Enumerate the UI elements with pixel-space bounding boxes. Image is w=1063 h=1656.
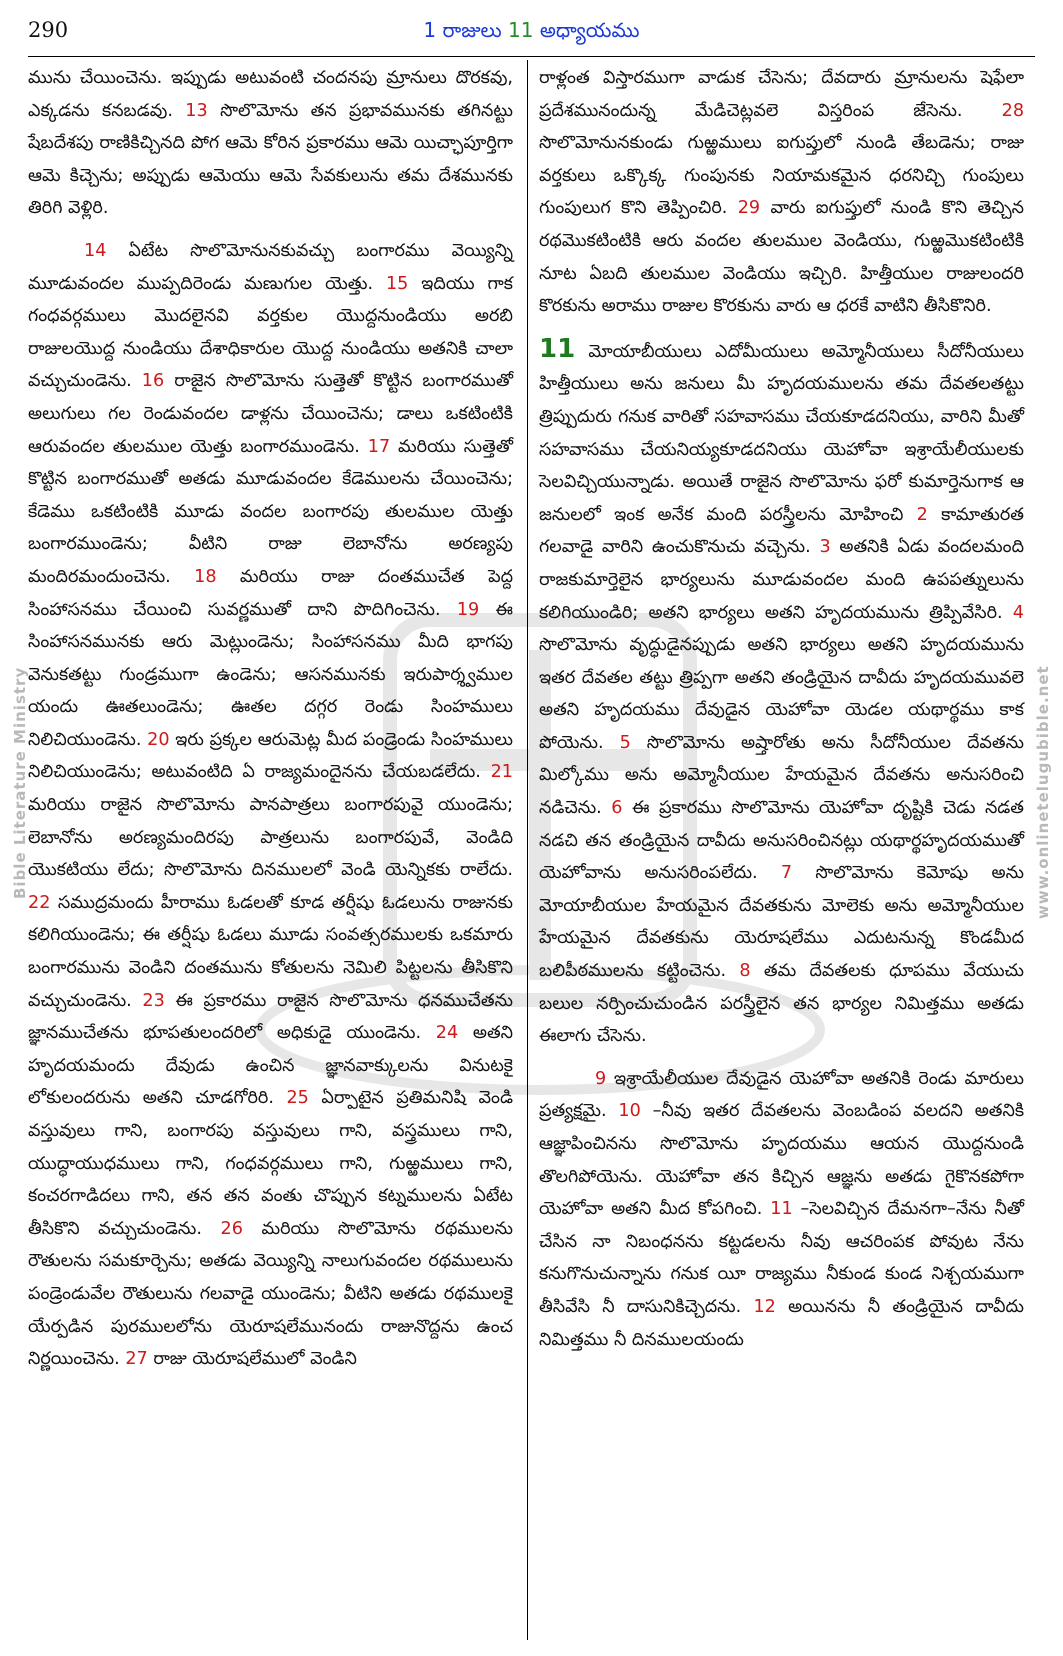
side-watermark-right: www.onlinetelugubible.net bbox=[1034, 665, 1052, 919]
verse-number: 20 bbox=[147, 729, 170, 750]
verse-text: ఏర్పాటైన ప్రతిమనిషి వెండి వస్తువులు గాని, బంగారపు వస్తువులు గాని, వస్త్రములు గాని, యుద్ధాయుధములు గాని, గంధవర్గములు గాని, గుఱ్ఱములు గాని, కంచరగాడిదలు గాని, తన తన వంతు చొప్పున కట్నములను ఏటేట తీసికొని వచ్చుచుండెను. bbox=[28, 1088, 513, 1239]
paragraph bbox=[539, 333, 1024, 1053]
verse-text: సముద్రమందు హీరాము ఓడలతో కూడ తర్షీషు ఓడలును రాజునకు కలిగియుండెను; ఈ తర్షీషు ఓడలు మూడు సంవత్సరములకు ఒకమారు బంగారమును వెండిని దంతమును కోతులను నెమిలి పిట్టలను తీసికొని వచ్చుచుండెను. bbox=[28, 892, 513, 1011]
verse-text: అతనికి ఏడు వందలమంది రాజకుమార్తెలైన భార్యలును మూడువందల మంది ఉపపత్నులును కలిగియుండిరి; అతని భార్యలు అతని హృదయమును త్రిప్పివేసిరి. bbox=[539, 537, 1025, 623]
verse-text: రాజైన సొలొమోను సుత్తెతో కొట్టిన బంగారముతో అలుగులు గల రెండువందల డాళ్లను చేయించెను; డాలు ఒకటింటికి ఆరువందల తులముల యెత్తు బంగారముండెను. bbox=[28, 371, 514, 457]
verse-text: సొలొమోను వృద్ధుడైనప్పుడు అతని భార్యలు అతని హృదయమును ఇతర దేవతల తట్టు త్రిప్పగా అతని తండ్రియైన దావీదు హృదయమువలె అతని హృదయము దేవుడైన యెహోవా యెడల యథార్థము కాక పోయెను. bbox=[539, 635, 1024, 753]
verse-number: 2 bbox=[916, 504, 928, 525]
verse-number: 18 bbox=[194, 566, 217, 587]
verse-text: ఈ సింహాసనమునకు ఆరు మెట్లుండెను; సింహాసనము మీది భాగపు వెనుకతట్టు గుండ్రముగా ఉండెను; ఆసనమునకు ఇరుపార్శ్వముల యందు ఊతలుండెను; ఊతల దగ్గర రెండు సింహములు నిలిచియుండెను. bbox=[28, 599, 513, 750]
verse-number: 25 bbox=[286, 1088, 309, 1109]
verse-text: ఈ ప్రకారము రాజైన సొలొమోను ధనముచేతను జ్ఞానముచేతను భూపతులందరిలో అధికుడై యుండెను. bbox=[28, 990, 514, 1044]
paragraph bbox=[28, 62, 513, 225]
verse-text: వారు ఐగుప్తులో నుండి కొని తెచ్చిన రథమొకటింటికి ఆరు వందల తులముల వెండియు, గుఱ్ఱమొకటింటికి నూట ఏబది తులముల వెండియు ఇచ్చిరి. హిత్తీయుల రాజులందరి కొరకును అరాము రాజుల కొరకును వారు ఆ ధరకే వాటిని తీసికొనిరి. bbox=[539, 198, 1025, 317]
verse-text: అతని హృదయమందు దేవుడు ఉంచిన జ్ఞానవాక్కులను వినుటకై లోకులందరును అతని చూడగోరిరి. bbox=[28, 1023, 514, 1109]
chapter-word: అధ్యాయము bbox=[539, 18, 640, 42]
verse-number: 4 bbox=[1012, 602, 1024, 623]
side-watermark-left: Bible Literature Ministry bbox=[11, 666, 29, 899]
verse-text: మును చేయించెను. ఇప్పుడు అటువంటి చందనపు మ్రానులు దొరకవు, ఎక్కడను కనబడవు. bbox=[28, 68, 513, 121]
verse-number: 8 bbox=[739, 961, 751, 982]
verse-number: 12 bbox=[753, 1296, 776, 1317]
verse-text: మోయాబీయులు ఎదోమీయులు అమ్మోనీయులు సీదోనీయులు హిత్తీయులు అను జనులు మీ హృదయములను తమ దేవతలతట్టు త్రిప్పుదురు గనుక వారితో సహవాసము చేయకూడదనియు, వారిని మీతో సహవాసము చేయనియ్యకూడదనియు యెహోవా ఇశ్రాయేలీయులకు సెలవిచ్చియున్నాడు. అయితే రాజైన సొలొమోను ఫరో కుమార్తెనుగాక ఆ జనులలో ఇంక అనేక మంది పరస్త్రీలను మోహించి bbox=[539, 341, 1025, 525]
verse-text: సొలొమోను తన ప్రభావమునకు తగినట్టు షేబదేశపు రాణికిచ్చినది పోగ ఆమె కోరిన ప్రకారము ఆమె యిచ్ఛాపూర్తిగా ఆమె కిచ్చెను; అప్పుడు ఆమెయు ఆమె సేవకులును తమ దేశమునకు తిరిగి వెళ్లిరి. bbox=[28, 100, 513, 219]
verse-text: సొలొమోనునకుండు గుఱ్ఱములు ఐగుప్తులో నుండి తేబడెను; రాజు వర్తకులు ఒక్కొక్క గుంపునకు నియామకమైన ధరనిచ్చి గుంపులు గుంపులుగ కొని తెప్పించిరి. bbox=[539, 133, 1024, 219]
verse-text: –సెలవిచ్చిన దేమనగా–నేను నీతో చేసిన నా నిబంధనను కట్టడలను నీవు ఆచరింపక పోవుట నేను కనుగొనుచున్నాను గనుక యీ రాజ్యము నీకుండ కుండ నిశ్చయముగా తీసివేసి నీ దాసునికిచ్చెదను. bbox=[539, 1199, 1025, 1317]
verse-number: 23 bbox=[142, 990, 165, 1011]
paragraph bbox=[539, 1063, 1024, 1356]
header-rule bbox=[28, 56, 1035, 57]
verse-number: 10 bbox=[618, 1101, 641, 1122]
verse-text: ఇరు ప్రక్కల ఆరుమెట్ల మీద పండ్రెండు సింహములు నిలిచియుండెను; అటువంటిది ఏ రాజ్యమందైనను చేయబడలేదు. bbox=[28, 729, 514, 783]
paragraph bbox=[539, 62, 1024, 323]
verse-number: 16 bbox=[141, 371, 165, 392]
verse-text: ఇశ్రాయేలీయుల దేవుడైన యెహోవా అతనికి రెండు మారులు ప్రత్యక్షమై. bbox=[539, 1068, 1024, 1122]
verse-text: రాళ్లంత విస్తారముగా వాడుక చేసెను; దేవదారు మ్రానులను షెఫేలా ప్రదేశమునందున్న మేడిచెట్లవలె విస్తరింప జేసెను. bbox=[539, 68, 1024, 121]
verse-text: సొలొమోను అష్తారోతు అను సీదోనీయుల దేవతను మిల్కోము అను అమ్మోనీయుల హేయమైన దేవతను అనుసరించి నడిచెను. bbox=[539, 732, 1025, 819]
chapter-title bbox=[28, 18, 1035, 47]
verse-number: 27 bbox=[125, 1349, 148, 1370]
page-header bbox=[28, 18, 1035, 52]
verse-number: 19 bbox=[456, 599, 480, 620]
verse-text: కామాతురత గలవాడై వారిని ఉంచుకొనుచు వచ్చెను. bbox=[539, 504, 1024, 558]
verse-number: 29 bbox=[737, 198, 761, 219]
verse-number: 9 bbox=[595, 1068, 607, 1089]
verse-text: –నీవు ఇతర దేవతలను వెంబడింప వలదని అతనికి ఆజ్ఞాపించినను సొలొమోను హృదయము ఆయన యొద్దనుండి తొలగిపోయెను. యెహోవా తన కిచ్చిన ఆజ్ఞను అతడు గైకొనకపోగా యెహోవా అతని మీద కోపగించి. bbox=[539, 1101, 1025, 1220]
verse-number: 15 bbox=[385, 273, 409, 294]
verse-number: 13 bbox=[185, 100, 208, 121]
verse-text: అయినను నీ తండ్రియైన దావీదు నిమిత్తము నీ దినములయందు bbox=[539, 1296, 1025, 1350]
paragraph bbox=[28, 235, 513, 1376]
verse-number: 7 bbox=[780, 863, 793, 884]
verse-text: మరియు రాజైన సొలొమోను పానపాత్రలు బంగారపువై యుండెను; లెబానోను అరణ్యమందిరపు పాత్రలును బంగారపువే, వెండిది యొకటియు లేదు; సొలొమోను దినములలో వెండి యెన్నికకు రాలేదు. bbox=[28, 795, 513, 881]
verse-text: ఈ ప్రకారము సొలొమోను యెహోవా దృష్టికి చెడు నడత నడచి తన తండ్రియైన దావీదు అనుసరించినట్లు యథార్థహృదయముతో యెహోవాను అనుసరింపలేదు. bbox=[539, 798, 1024, 884]
verse-text: సొలొమోను కెమోషు అను మోయాబీయుల హేయమైన దేవతకును మోలెకు అను అమ్మోనీయుల హేయమైన దేవతకును యెరూషలేము ఎదుటనున్న కొండమీద బలిపీఠములను కట్టించెను. bbox=[539, 863, 1025, 982]
book-name: 1 రాజులు bbox=[423, 18, 502, 42]
verse-text: ఇదియు గాక గంధవర్గములు మొదలైనవి వర్తకుల యొద్దనుండియు అరబి రాజులయొద్ద నుండియు దేశాధికారుల యొద్ద నుండియు అతనికి చాలా వచ్చుచుండెను. bbox=[28, 273, 513, 392]
right-column bbox=[539, 62, 1024, 1366]
verse-number: 17 bbox=[367, 436, 391, 457]
verse-text: మరియు రాజు దంతముచేత పెద్ద సింహాసనము చేయించి సువర్ణముతో దాని పొదిగించెను. bbox=[28, 566, 514, 620]
verse-number: 3 bbox=[819, 537, 831, 558]
chapter-start-number: 11 bbox=[539, 333, 576, 364]
verse-number: 6 bbox=[611, 798, 623, 819]
page-number: 290 bbox=[28, 18, 69, 42]
chapter-number: 11 bbox=[508, 18, 534, 42]
verse-text: ఏటేట సొలొమోనునకువచ్చు బంగారము వెయ్యిన్ని మూడువందల ముప్పదిరెండు మణుగుల యెత్తు. bbox=[28, 240, 513, 294]
verse-text: మరియు సుత్తెతో కొట్టిన బంగారముతో అతడు మూడువందల కేడెములను చేయించెను; కేడెము ఒకటింటికి మూడు వందల బంగారపు తులముల యెత్తు బంగారముండెను; వీటిని రాజు లెబానోను అరణ్యపు మందిరమందుంచెను. bbox=[28, 436, 514, 587]
verse-number: 14 bbox=[84, 240, 107, 261]
verse-number: 28 bbox=[1001, 100, 1025, 121]
verse-text: మరియు సొలొమోను రథములను రౌతులను సమకూర్చెను; అతడు వెయ్యిన్ని నాలుగువందల రథములును పండ్రెండువేల రౌతులును గలవాడై యుండెను; వీటిని అతడు రథములకై యేర్పడిన పురములలోను యెరూషలేమునందు రాజునొద్దను ఉంచ నిర్ణయించెను. bbox=[28, 1218, 514, 1370]
verse-number: 26 bbox=[220, 1218, 243, 1239]
verse-number: 21 bbox=[490, 762, 513, 783]
left-column bbox=[28, 62, 513, 1386]
verse-number: 11 bbox=[770, 1199, 793, 1220]
verse-text: తమ దేవతలకు ధూపము వేయుచు బలుల నర్పించుచుండిన పరస్త్రీలైన తన భార్యల నిమిత్తము అతడు ఈలాగు చేసెను. bbox=[539, 961, 1024, 1047]
verse-number: 24 bbox=[435, 1023, 459, 1044]
verse-number: 22 bbox=[28, 892, 51, 913]
verse-text: రాజు యెరూషలేములో వెండిని bbox=[153, 1349, 357, 1370]
verse-number: 5 bbox=[619, 732, 631, 753]
